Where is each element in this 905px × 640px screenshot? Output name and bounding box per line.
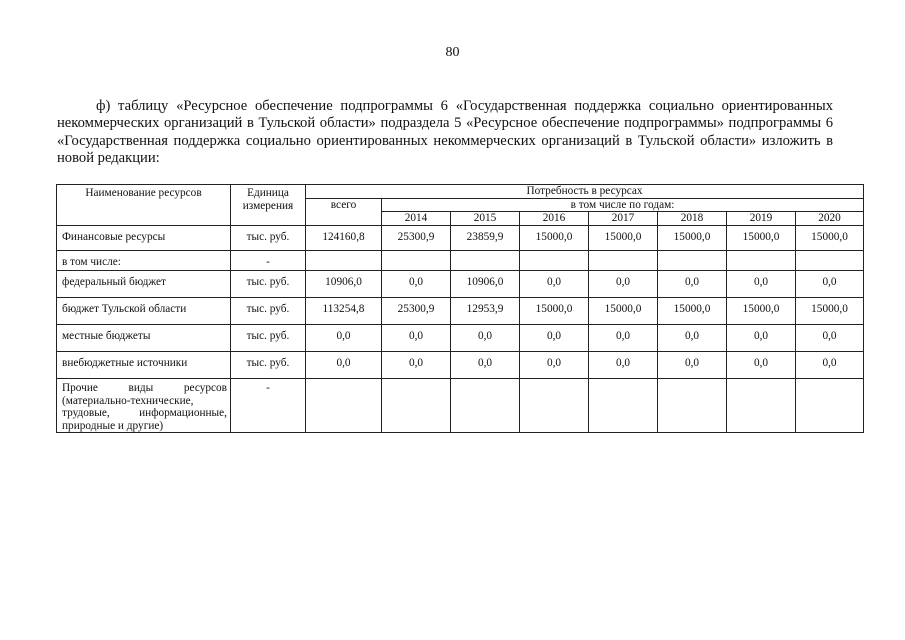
row-value (382, 251, 451, 271)
row-value: 12953,9 (451, 298, 520, 325)
row-total: 124160,8 (306, 226, 382, 251)
row-value: 0,0 (796, 271, 864, 298)
row-value (451, 251, 520, 271)
row-value (520, 251, 589, 271)
row-name: бюджет Тульской области (57, 298, 231, 325)
row-value: 15000,0 (796, 298, 864, 325)
row-value (658, 251, 727, 271)
row-total (306, 379, 382, 433)
header-name: Наименование ресурсов (57, 185, 231, 226)
row-total: 10906,0 (306, 271, 382, 298)
row-name: Прочие виды ресурсов (материально-технические, трудовые, информационные, природные и другие) (57, 379, 231, 433)
row-value (589, 251, 658, 271)
row-value: 0,0 (658, 271, 727, 298)
row-value: 0,0 (589, 352, 658, 379)
row-value: 0,0 (727, 352, 796, 379)
table-row (57, 251, 864, 271)
table-row (57, 271, 864, 298)
row-unit: - (231, 251, 306, 271)
row-name: федеральный бюджет (57, 271, 231, 298)
row-total: 0,0 (306, 325, 382, 352)
row-unit: тыс. руб. (231, 271, 306, 298)
table-row (57, 325, 864, 352)
header-year: 2019 (727, 212, 796, 226)
row-unit: - (231, 379, 306, 433)
row-value: 15000,0 (796, 226, 864, 251)
row-name: внебюджетные источники (57, 352, 231, 379)
page-number: 80 (445, 45, 460, 60)
row-value: 15000,0 (727, 298, 796, 325)
resources-table (56, 184, 864, 433)
row-value (796, 379, 864, 433)
row-value: 25300,9 (382, 298, 451, 325)
header-total: всего (306, 198, 382, 226)
row-value: 23859,9 (451, 226, 520, 251)
row-value (658, 379, 727, 433)
table-row (57, 298, 864, 325)
row-value (451, 379, 520, 433)
header-year: 2014 (382, 212, 451, 226)
row-value: 0,0 (451, 352, 520, 379)
row-value: 0,0 (382, 271, 451, 298)
header-year: 2017 (589, 212, 658, 226)
header-year: 2016 (520, 212, 589, 226)
row-value (589, 379, 658, 433)
row-value: 0,0 (796, 352, 864, 379)
row-value: 0,0 (589, 325, 658, 352)
row-unit: тыс. руб. (231, 325, 306, 352)
table-row (57, 352, 864, 379)
table-row (57, 226, 864, 251)
row-value (796, 251, 864, 271)
row-value: 0,0 (589, 271, 658, 298)
row-name: в том числе: (57, 251, 231, 271)
row-value: 15000,0 (520, 226, 589, 251)
row-value: 15000,0 (589, 226, 658, 251)
row-value: 10906,0 (451, 271, 520, 298)
row-value: 15000,0 (658, 298, 727, 325)
row-value: 0,0 (382, 325, 451, 352)
row-value: 0,0 (520, 325, 589, 352)
row-value: 25300,9 (382, 226, 451, 251)
row-unit: тыс. руб. (231, 226, 306, 251)
header-year: 2015 (451, 212, 520, 226)
row-value (382, 379, 451, 433)
row-unit: тыс. руб. (231, 298, 306, 325)
body-paragraph: ф) таблицу «Ресурсное обеспечение подпрограммы 6 «Государственная поддержка социально ориентированных некоммерческих организаций в Тульской области» подраздела 5 «Ресурсное обеспечение подпрограммы» подпрограммы 6 «Государственная поддержка социально ориентированных некоммерческих организаций в Тульской области» изложить в новой редакции: (57, 98, 833, 167)
row-total: 113254,8 (306, 298, 382, 325)
row-value: 0,0 (451, 325, 520, 352)
row-value (727, 379, 796, 433)
row-value: 15000,0 (727, 226, 796, 251)
header-by-years: в том числе по годам: (382, 198, 864, 212)
row-value: 0,0 (520, 352, 589, 379)
header-need: Потребность в ресурсах (306, 185, 864, 199)
row-total: 0,0 (306, 352, 382, 379)
row-total (306, 251, 382, 271)
row-name: местные бюджеты (57, 325, 231, 352)
row-value: 0,0 (727, 271, 796, 298)
row-value: 0,0 (658, 352, 727, 379)
header-unit: Единица измерения (231, 185, 306, 226)
row-value (727, 251, 796, 271)
row-value: 15000,0 (658, 226, 727, 251)
header-year: 2020 (796, 212, 864, 226)
row-unit: тыс. руб. (231, 352, 306, 379)
row-value: 15000,0 (520, 298, 589, 325)
row-value: 0,0 (658, 325, 727, 352)
row-value: 15000,0 (589, 298, 658, 325)
table-row (57, 379, 864, 433)
row-value: 0,0 (796, 325, 864, 352)
row-name: Финансовые ресурсы (57, 226, 231, 251)
row-value (520, 379, 589, 433)
row-value: 0,0 (520, 271, 589, 298)
row-value: 0,0 (382, 352, 451, 379)
header-year: 2018 (658, 212, 727, 226)
row-value: 0,0 (727, 325, 796, 352)
